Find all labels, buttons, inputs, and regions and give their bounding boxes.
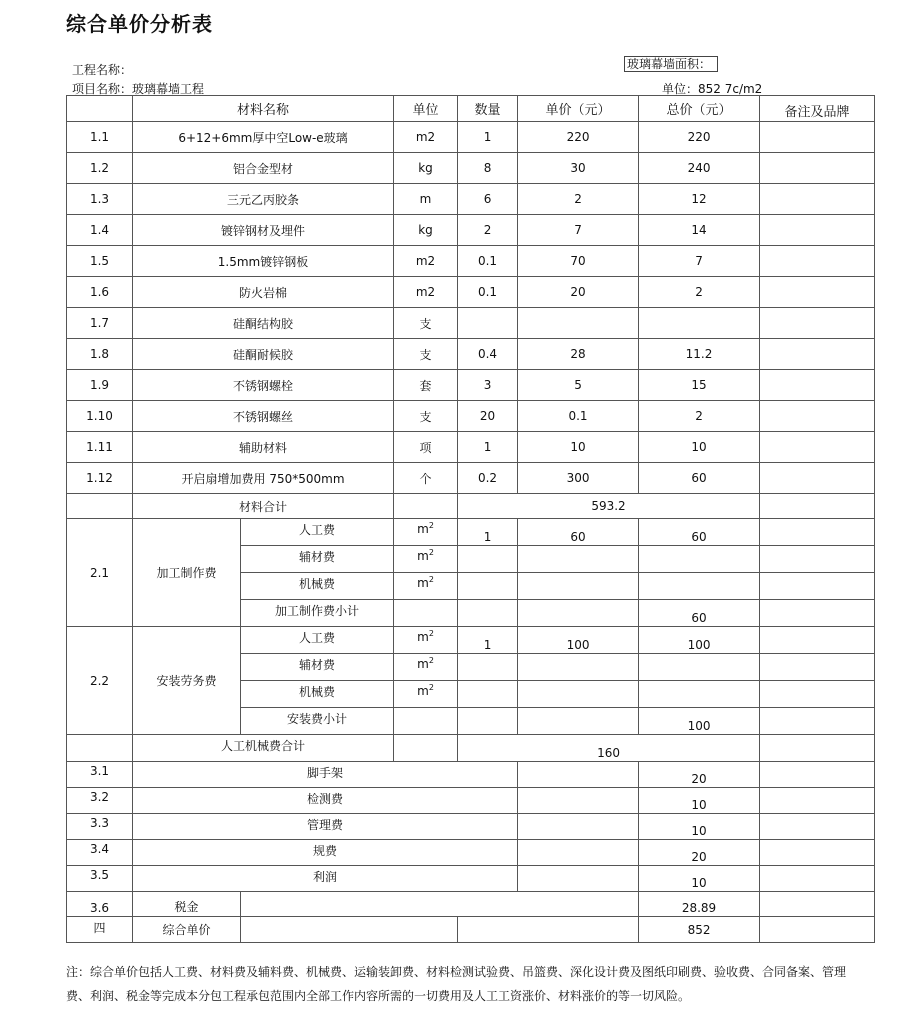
header-name: 材料名称 [133, 96, 394, 122]
fee-name: 规费 [133, 840, 518, 866]
price-cell: 7 [518, 215, 639, 246]
item-no: 3.4 [67, 840, 133, 866]
remark-cell [760, 654, 875, 681]
qty-cell [458, 308, 518, 339]
group-no: 2.2 [67, 627, 133, 735]
qty-cell [458, 546, 518, 573]
qty-cell [458, 681, 518, 708]
material-name: 三元乙丙胶条 [133, 184, 394, 215]
material-name: 辅助材料 [133, 432, 394, 463]
unit-cell: 支 [394, 401, 458, 432]
total-cell: 20 [639, 762, 760, 788]
fee-name: 辅材费 [241, 654, 394, 681]
group-name: 加工制作费 [133, 519, 241, 627]
total-cell: 60 [639, 519, 760, 546]
fee-name: 机械费 [241, 681, 394, 708]
material-total-value: 593.2 [458, 494, 760, 519]
table-cell [518, 814, 639, 840]
total-cell: 14 [639, 215, 760, 246]
remark-cell [760, 519, 875, 546]
unit-superscript: 2 [428, 575, 434, 584]
unit-price-label: 综合单价 [133, 917, 241, 943]
table-cell [241, 917, 458, 943]
fee-name: 人工费 [241, 627, 394, 654]
table-cell [518, 866, 639, 892]
header-unit: 单位 [394, 96, 458, 122]
table-row [67, 277, 875, 308]
total-cell: 852 [639, 917, 760, 943]
table-cell [760, 762, 875, 788]
unit-text: m [417, 549, 429, 563]
remark-cell [760, 463, 875, 494]
unit-superscript: 2 [428, 548, 434, 557]
project-name-label: 工程名称： [72, 63, 133, 77]
total-cell: 7 [639, 246, 760, 277]
table-cell [518, 600, 639, 627]
unit-text: m [417, 657, 429, 671]
total-cell: 20 [639, 840, 760, 866]
table-row [67, 762, 875, 788]
total-cell: 11.2 [639, 339, 760, 370]
header-total: 总价（元） [639, 96, 760, 122]
table-row [67, 866, 875, 892]
total-cell [639, 573, 760, 600]
price-cell: 0.1 [518, 401, 639, 432]
price-cell: 10 [518, 432, 639, 463]
item-no: 1.12 [67, 463, 133, 494]
unit-cell: m2 [394, 277, 458, 308]
price-cell [518, 546, 639, 573]
unit-cell: m2 [394, 246, 458, 277]
price-cell: 100 [518, 627, 639, 654]
item-no: 3.5 [67, 866, 133, 892]
table-cell [760, 708, 875, 735]
item-no: 1.3 [67, 184, 133, 215]
material-name: 防火岩棉 [133, 277, 394, 308]
price-cell: 2 [518, 184, 639, 215]
qty-cell: 0.4 [458, 339, 518, 370]
table-cell [67, 735, 133, 762]
table-row [67, 153, 875, 184]
total-cell: 28.89 [639, 892, 760, 917]
table-cell [458, 600, 518, 627]
total-cell [639, 681, 760, 708]
header-no [67, 96, 133, 122]
item-no: 1.1 [67, 122, 133, 153]
price-cell [518, 573, 639, 600]
table-cell [760, 788, 875, 814]
material-name: 铝合金型材 [133, 153, 394, 184]
table-row [67, 917, 875, 943]
table-row [67, 627, 875, 654]
subtotal-value: 60 [639, 600, 760, 627]
item-no: 1.7 [67, 308, 133, 339]
total-cell: 10 [639, 432, 760, 463]
fee-name: 检测费 [133, 788, 518, 814]
table-cell [241, 892, 639, 917]
unit-cell [394, 573, 458, 600]
unit-cell: kg [394, 215, 458, 246]
fee-name: 辅材费 [241, 546, 394, 573]
table-cell [458, 708, 518, 735]
table-cell [760, 917, 875, 943]
footnote: 注：综合单价包括人工费、材料费及辅料费、机械费、运输装卸费、材料检测试验费、吊篮费、深化设计费及图纸印刷费、验收费、合同备案、管理费、利润、税金等完成本分包工程承包范围内全部工作内容所需的一切费用及人工工资涨价、材料涨价的等一切风险。 [66, 965, 847, 1003]
table-cell [394, 494, 458, 519]
total-cell: 12 [639, 184, 760, 215]
unit-cell: 套 [394, 370, 458, 401]
unit-text: m [417, 684, 429, 698]
unit-text: m [417, 630, 429, 644]
tax-label: 税金 [133, 892, 241, 917]
table-cell [518, 708, 639, 735]
qty-cell [458, 654, 518, 681]
table-row [67, 735, 875, 762]
item-no: 3.1 [67, 762, 133, 788]
table-cell [518, 788, 639, 814]
unit-cell [394, 546, 458, 573]
item-no: 1.5 [67, 246, 133, 277]
labor-total-label: 人工机械费合计 [133, 735, 394, 762]
unit-text: m [417, 576, 429, 590]
unit-cell: 支 [394, 339, 458, 370]
item-no: 1.11 [67, 432, 133, 463]
qty-cell: 2 [458, 215, 518, 246]
item-no: 1.8 [67, 339, 133, 370]
qty-cell: 1 [458, 519, 518, 546]
table-row [67, 494, 875, 519]
table-cell [394, 708, 458, 735]
item-no: 1.6 [67, 277, 133, 308]
item-no: 1.10 [67, 401, 133, 432]
qty-cell: 3 [458, 370, 518, 401]
table-row [67, 788, 875, 814]
unit-superscript: 2 [428, 521, 434, 530]
remark-cell [760, 277, 875, 308]
item-no: 3.6 [67, 892, 133, 917]
remark-cell [760, 215, 875, 246]
table-cell [760, 735, 875, 762]
unit-cell [394, 654, 458, 681]
group-name: 安装劳务费 [133, 627, 241, 735]
qty-cell: 8 [458, 153, 518, 184]
fee-name: 机械费 [241, 573, 394, 600]
table-row [67, 432, 875, 463]
material-name: 不锈钢螺栓 [133, 370, 394, 401]
item-name-label: 项目名称：玻璃幕墙工程 [72, 82, 205, 96]
price-cell: 28 [518, 339, 639, 370]
table-row [67, 370, 875, 401]
qty-cell [458, 573, 518, 600]
remark-cell [760, 401, 875, 432]
price-cell: 300 [518, 463, 639, 494]
qty-cell: 20 [458, 401, 518, 432]
table-cell [458, 917, 639, 943]
item-no: 1.4 [67, 215, 133, 246]
remark-cell [760, 432, 875, 463]
fee-name: 人工费 [241, 519, 394, 546]
header-qty: 数量 [458, 96, 518, 122]
qty-cell: 1 [458, 122, 518, 153]
table-cell [760, 840, 875, 866]
remark-cell [760, 681, 875, 708]
total-cell: 2 [639, 401, 760, 432]
unit-cell: 支 [394, 308, 458, 339]
table-row [67, 308, 875, 339]
unit-cell: m [394, 184, 458, 215]
unit-label: 单位：852 7c/m2 [662, 82, 763, 96]
material-name: 1.5mm镀锌钢板 [133, 246, 394, 277]
unit-cell: kg [394, 153, 458, 184]
qty-cell: 6 [458, 184, 518, 215]
price-cell: 20 [518, 277, 639, 308]
material-total-label: 材料合计 [133, 494, 394, 519]
unit-superscript: 2 [428, 683, 434, 692]
unit-superscript: 2 [428, 629, 434, 638]
total-cell: 10 [639, 788, 760, 814]
table-cell [518, 840, 639, 866]
unit-cell [394, 627, 458, 654]
total-cell: 240 [639, 153, 760, 184]
total-cell: 10 [639, 814, 760, 840]
price-cell: 70 [518, 246, 639, 277]
table-row [67, 184, 875, 215]
total-cell: 2 [639, 277, 760, 308]
total-cell: 60 [639, 463, 760, 494]
total-cell [639, 308, 760, 339]
table-cell [760, 866, 875, 892]
material-name: 开启扇增加费用 750*500mm [133, 463, 394, 494]
price-cell: 220 [518, 122, 639, 153]
table-row [67, 840, 875, 866]
table-row [67, 339, 875, 370]
fee-name: 利润 [133, 866, 518, 892]
remark-cell [760, 546, 875, 573]
item-no: 3.3 [67, 814, 133, 840]
remark-cell [760, 573, 875, 600]
page-title: 综合单价分析表 [66, 12, 213, 36]
price-cell [518, 654, 639, 681]
material-name: 硅酮结构胶 [133, 308, 394, 339]
item-no: 1.2 [67, 153, 133, 184]
table-row [67, 519, 875, 546]
fee-name: 脚手架 [133, 762, 518, 788]
unit-cell: 个 [394, 463, 458, 494]
remark-cell [760, 246, 875, 277]
unit-cell [394, 681, 458, 708]
table-row [67, 122, 875, 153]
table-cell [760, 892, 875, 917]
price-cell: 5 [518, 370, 639, 401]
unit-cell [394, 519, 458, 546]
table-row [67, 215, 875, 246]
price-cell: 30 [518, 153, 639, 184]
unit-cell: 项 [394, 432, 458, 463]
group-no: 2.1 [67, 519, 133, 627]
total-cell: 100 [639, 627, 760, 654]
total-cell: 220 [639, 122, 760, 153]
table-row [67, 96, 875, 122]
table-cell [394, 600, 458, 627]
table-row [67, 892, 875, 917]
material-name: 不锈钢螺丝 [133, 401, 394, 432]
remark-cell [760, 122, 875, 153]
unit-superscript: 2 [428, 656, 434, 665]
material-name: 硅酮耐候胶 [133, 339, 394, 370]
total-cell: 10 [639, 866, 760, 892]
item-no: 3.2 [67, 788, 133, 814]
qty-cell: 0.1 [458, 246, 518, 277]
remark-cell [760, 184, 875, 215]
remark-cell [760, 370, 875, 401]
table-cell [394, 735, 458, 762]
qty-cell: 0.1 [458, 277, 518, 308]
subtotal-label: 安装费小计 [241, 708, 394, 735]
price-cell: 60 [518, 519, 639, 546]
remark-cell [760, 339, 875, 370]
item-no: 1.9 [67, 370, 133, 401]
remark-cell [760, 153, 875, 184]
table-cell [67, 494, 133, 519]
remark-cell [760, 308, 875, 339]
table-cell [760, 494, 875, 519]
table-cell [760, 600, 875, 627]
table-cell [760, 814, 875, 840]
qty-cell: 1 [458, 627, 518, 654]
subtotal-value: 100 [639, 708, 760, 735]
labor-total-value: 160 [458, 735, 760, 762]
table-cell [518, 762, 639, 788]
table-row [67, 463, 875, 494]
header-price: 单价（元） [518, 96, 639, 122]
table-row [67, 814, 875, 840]
total-cell [639, 546, 760, 573]
total-cell [639, 654, 760, 681]
unit-text: m [417, 522, 429, 536]
price-cell [518, 308, 639, 339]
qty-cell: 1 [458, 432, 518, 463]
header-remark: 备注及品牌 [760, 96, 875, 122]
unit-cell: m2 [394, 122, 458, 153]
total-cell: 15 [639, 370, 760, 401]
fee-name: 管理费 [133, 814, 518, 840]
remark-cell [760, 627, 875, 654]
unit-price-analysis-table [66, 95, 875, 943]
price-cell [518, 681, 639, 708]
curtain-wall-area-label: 玻璃幕墙面积： [624, 56, 718, 72]
qty-cell: 0.2 [458, 463, 518, 494]
material-name: 镀锌钢材及埋件 [133, 215, 394, 246]
table-row [67, 401, 875, 432]
item-no: 四 [67, 917, 133, 943]
table-row [67, 246, 875, 277]
subtotal-label: 加工制作费小计 [241, 600, 394, 627]
material-name: 6+12+6mm厚中空Low-e玻璃 [133, 122, 394, 153]
